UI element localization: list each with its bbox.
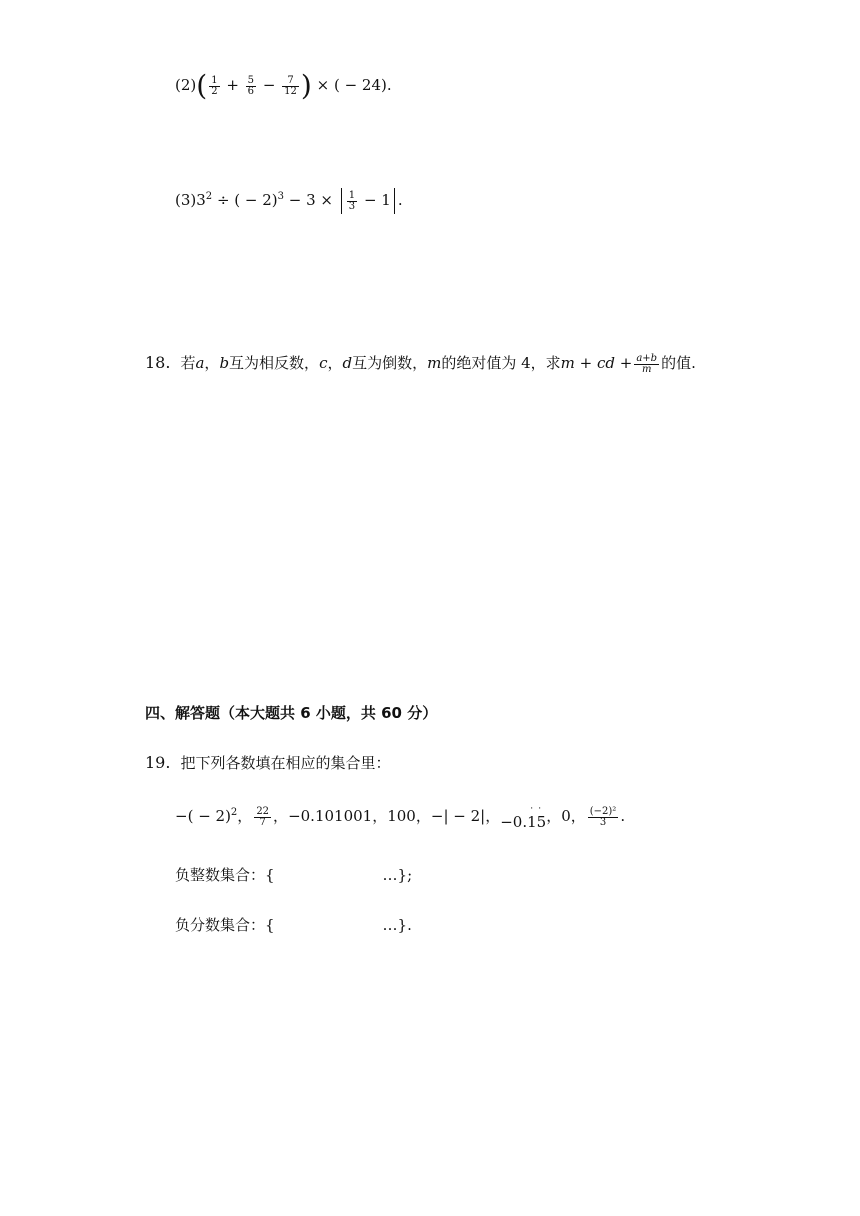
separator: ， xyxy=(273,807,289,825)
fraction-3: $\frac{7}{12}$ xyxy=(284,74,297,97)
minus-one: − 1 xyxy=(363,191,391,209)
number-list xyxy=(175,804,626,831)
question-number: 18. xyxy=(145,353,171,372)
number-3: −0.101001 xyxy=(288,807,373,825)
left-paren: ( xyxy=(196,69,208,102)
number-5: −| − 2| xyxy=(430,807,486,825)
right-paren: ) xyxy=(300,69,312,102)
set-end: …}. xyxy=(382,916,412,934)
text: 的绝对值为 4，求 xyxy=(441,354,561,372)
separator: ， xyxy=(570,807,586,825)
text: 若 xyxy=(180,354,196,372)
number-1-exponent: 2 xyxy=(230,807,238,818)
fraction-ab-over-m: $\frac{a+b}{m}$ xyxy=(636,352,658,375)
mid-text-2: − 3 × xyxy=(284,191,333,209)
var-m: m xyxy=(427,354,442,372)
exponent-2: 3 xyxy=(277,191,285,202)
exponent-1: 2 xyxy=(205,191,213,202)
mid-text: ÷ ( − 2) xyxy=(212,191,278,209)
question-number: 19. xyxy=(145,753,171,772)
number-8-fraction: $\frac{\text{(−2)²}}{3}$ xyxy=(589,805,617,828)
set-label: 负整数集合：{ xyxy=(175,866,275,884)
question-19-prompt xyxy=(145,752,390,773)
base: 3 xyxy=(196,191,206,209)
separator: ， xyxy=(237,807,253,825)
prompt-text: 把下列各数填在相应的集合里： xyxy=(180,754,391,772)
text: ， xyxy=(204,354,220,372)
fraction-third: $\frac{1}{3}$ xyxy=(348,189,356,212)
abs-bar-right xyxy=(394,188,395,214)
text: ， xyxy=(327,354,343,372)
set-label: 负分数集合：{ xyxy=(175,916,275,934)
problem-2-label: (2) xyxy=(175,76,197,94)
period: . xyxy=(397,191,403,209)
number-4: 100 xyxy=(387,807,416,825)
number-1: −( − 2) xyxy=(175,807,231,825)
separator: ， xyxy=(415,807,431,825)
var-c: c xyxy=(319,354,328,372)
section-heading: 四、解答题（本大题共 6 小题，共 60 分） xyxy=(145,704,438,722)
problem-2-tail: × ( − 24). xyxy=(316,76,392,94)
problem-2: (2)( $\frac{1}{2}$ + $\frac{5}{6}$ − $\frac{7}{12}$ ) × ( − 24). xyxy=(175,69,392,102)
expression: m + cd + xyxy=(560,354,633,372)
text: 的值. xyxy=(661,354,696,372)
text: 互为相反数， xyxy=(229,354,320,372)
separator: ， xyxy=(485,807,501,825)
var-a: a xyxy=(195,354,205,372)
number-6-repeating-decimal: · · −0.15 xyxy=(500,804,547,831)
var-b: b xyxy=(219,354,230,372)
fraction-2: $\frac{5}{6}$ xyxy=(247,74,255,97)
period: . xyxy=(620,807,626,825)
set-end: …}; xyxy=(382,866,413,884)
text: 互为倒数， xyxy=(352,354,428,372)
var-d: d xyxy=(342,354,353,372)
number-2-fraction: $\frac{22}{7}$ xyxy=(256,805,270,828)
fraction-1: $\frac{1}{2}$ xyxy=(211,74,218,97)
problem-3-label: (3) xyxy=(175,191,197,209)
separator: ， xyxy=(372,807,388,825)
negative-fraction-set xyxy=(175,914,412,935)
separator: ， xyxy=(546,807,562,825)
number-7: 0 xyxy=(561,807,571,825)
abs-bar-left xyxy=(341,188,342,214)
negative-integer-set xyxy=(175,864,412,885)
problem-3 xyxy=(175,188,403,214)
question-18 xyxy=(145,352,696,375)
